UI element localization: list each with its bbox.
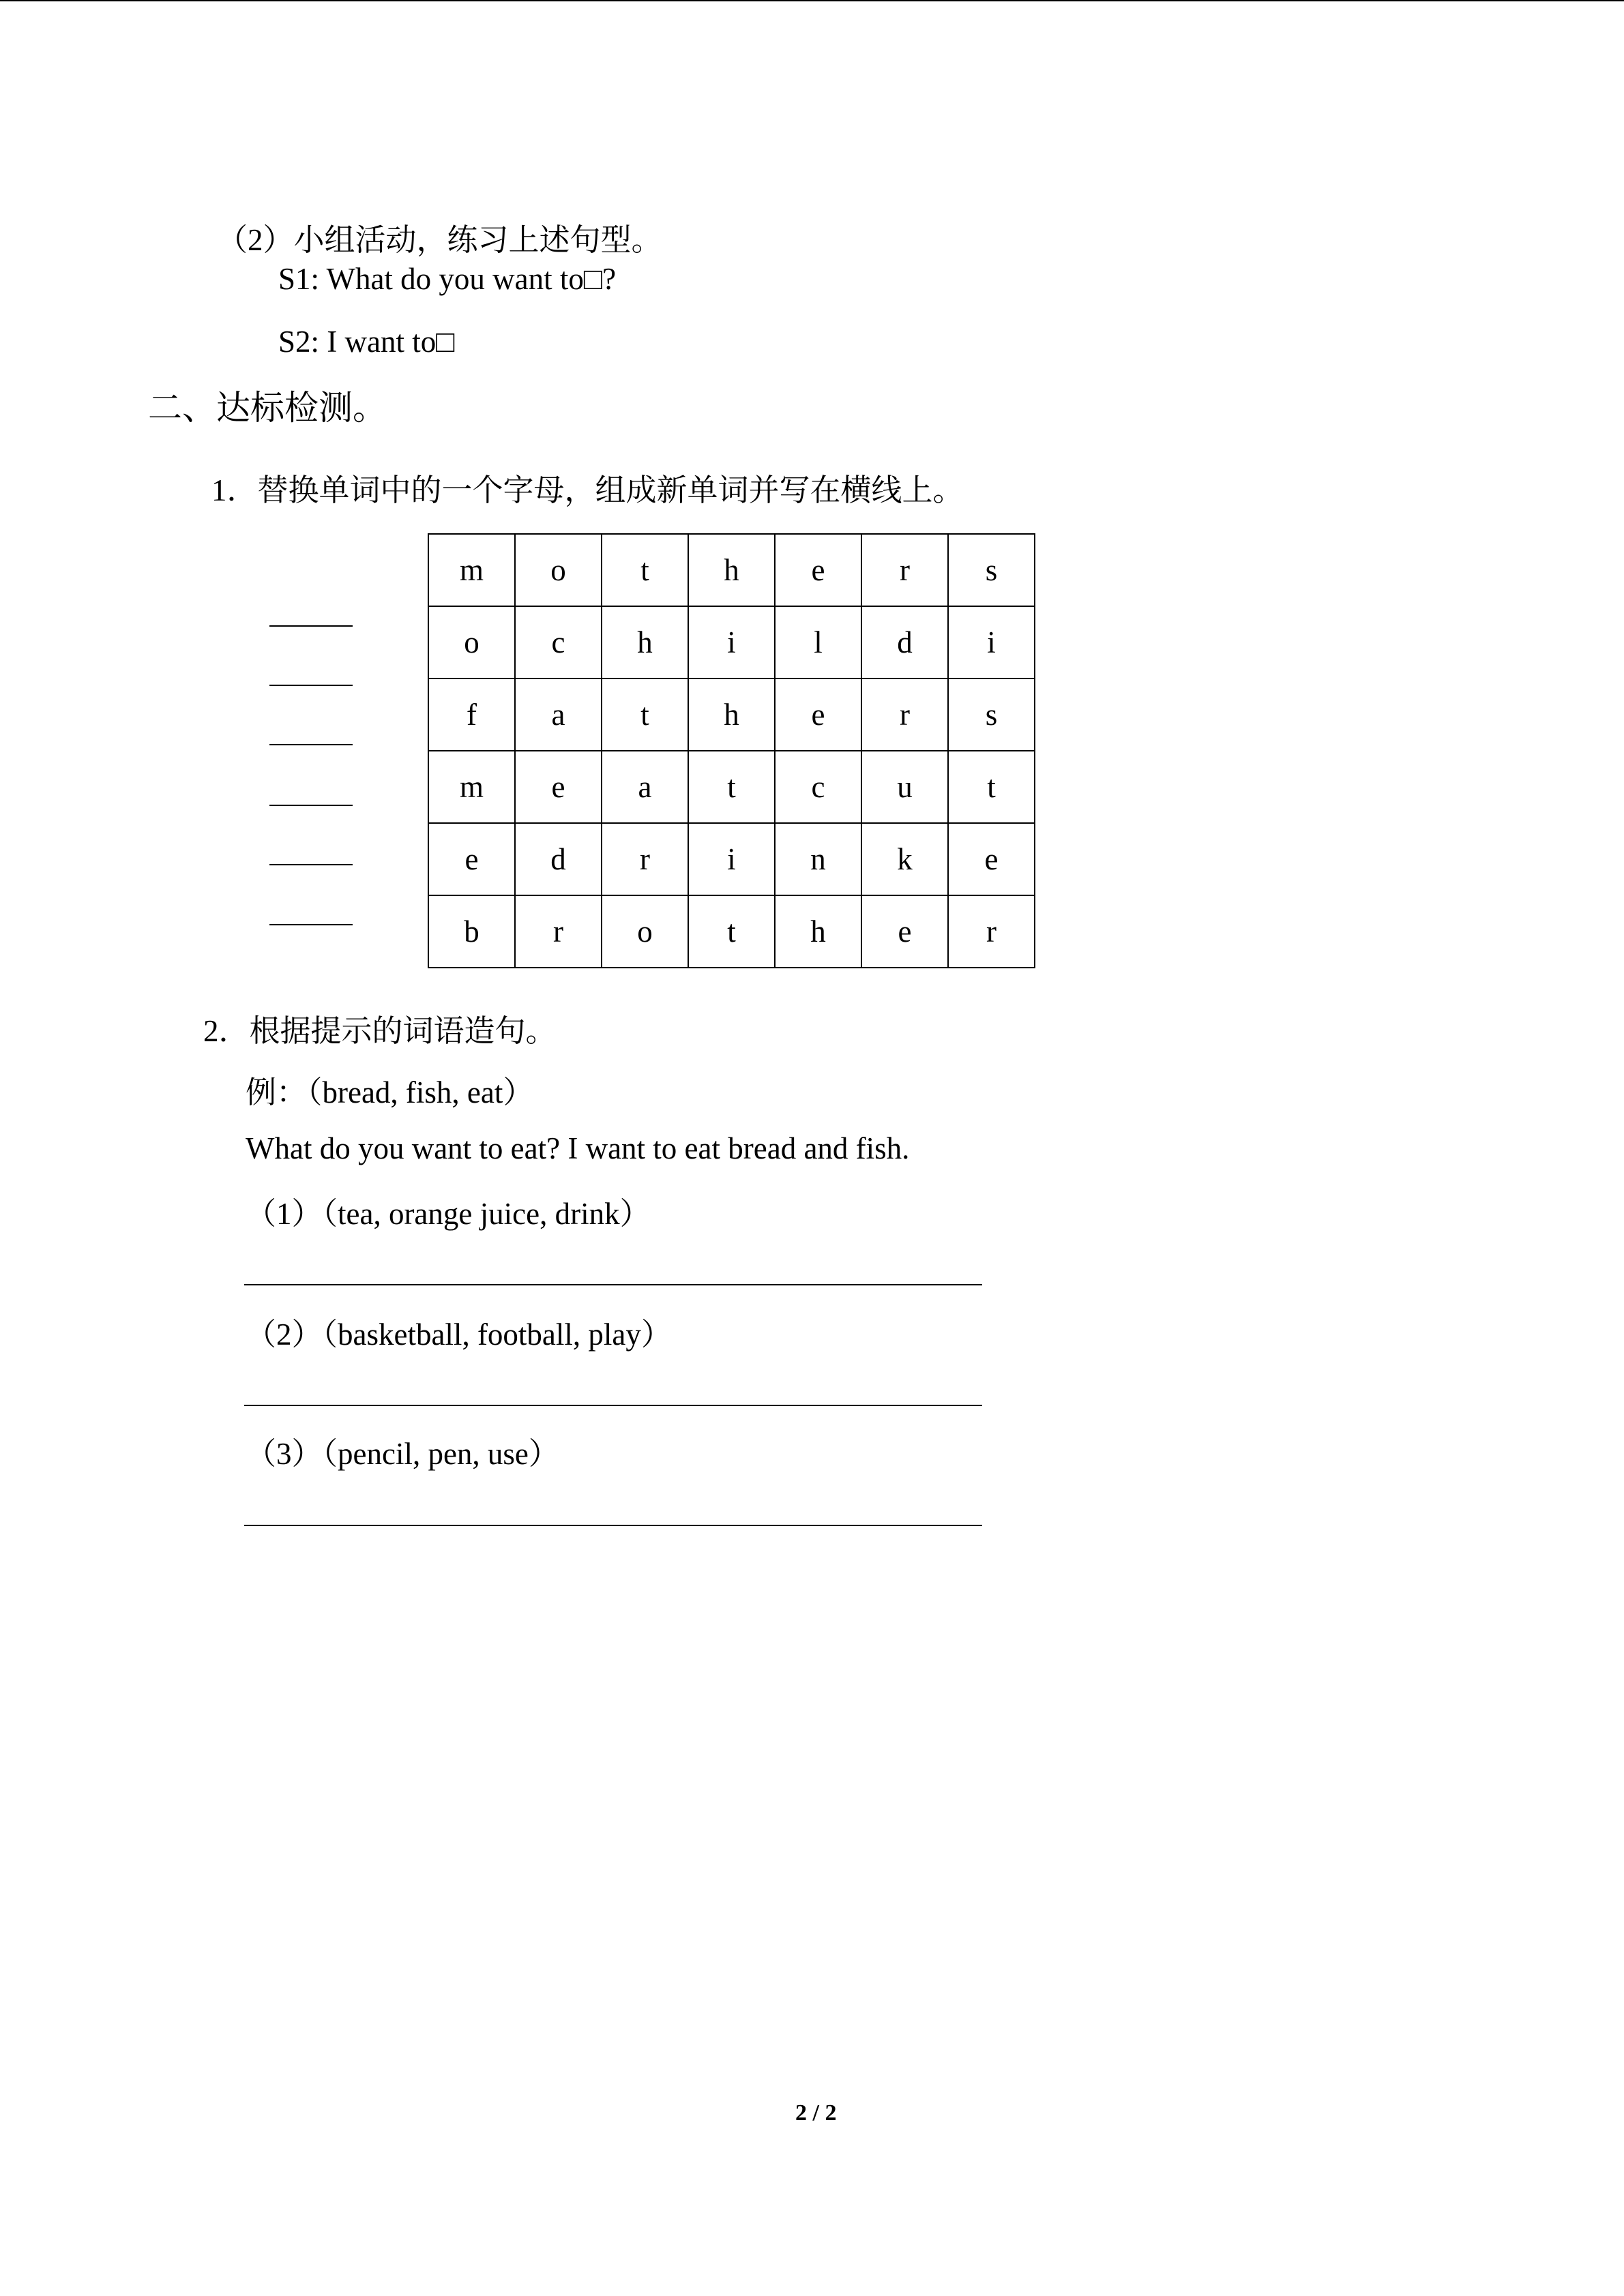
- dialogue-s2: S2: I want to□: [278, 325, 455, 359]
- grid-cell: i: [948, 606, 1035, 679]
- prompt-item-2: （2）（basketball, football, play）: [246, 1317, 672, 1352]
- grid-cell: t: [688, 751, 775, 823]
- answer-line-1[interactable]: [244, 1284, 982, 1285]
- grid-cell: h: [602, 606, 688, 679]
- grid-cell: r: [948, 895, 1035, 968]
- grid-cell: n: [775, 823, 861, 895]
- grid-row: [428, 679, 1035, 751]
- grid-cell: o: [515, 534, 602, 606]
- grid-cell: a: [515, 679, 602, 751]
- grid-cell: e: [428, 823, 515, 895]
- answer-blank-6[interactable]: [269, 924, 353, 925]
- grid-cell: r: [861, 534, 948, 606]
- grid-cell: s: [948, 679, 1035, 751]
- grid-row: [428, 895, 1035, 968]
- grid-row: [428, 823, 1035, 895]
- dialogue-s1: S1: What do you want to□?: [278, 262, 617, 296]
- grid-cell: i: [688, 823, 775, 895]
- grid-cell: c: [515, 606, 602, 679]
- grid-cell: r: [861, 679, 948, 751]
- activity-instruction: （2）小组活动，练习上述句型。: [217, 223, 662, 257]
- grid-cell: h: [688, 534, 775, 606]
- grid-cell: t: [602, 534, 688, 606]
- answer-blank-2[interactable]: [269, 685, 353, 686]
- grid-cell: o: [602, 895, 688, 968]
- prompt-item-3: （3）（pencil, pen, use）: [246, 1437, 559, 1471]
- grid-row: [428, 534, 1035, 606]
- section-heading: 二、达标检测。: [148, 389, 387, 427]
- page-number: 2 / 2: [795, 2100, 837, 2126]
- prompt-item-1: （1）（tea, orange juice, drink）: [246, 1197, 651, 1231]
- question-1-instruction: 1．替换单词中的一个字母，组成新单词并写在横线上。: [211, 473, 964, 507]
- grid-cell: e: [861, 895, 948, 968]
- answer-line-2[interactable]: [244, 1405, 982, 1406]
- grid-cell: e: [775, 679, 861, 751]
- grid-cell: r: [602, 823, 688, 895]
- grid-row: [428, 606, 1035, 679]
- grid-cell: t: [948, 751, 1035, 823]
- grid-cell: o: [428, 606, 515, 679]
- answer-blank-4[interactable]: [269, 805, 353, 806]
- grid-cell: e: [948, 823, 1035, 895]
- grid-cell: t: [602, 679, 688, 751]
- grid-cell: k: [861, 823, 948, 895]
- answer-line-3[interactable]: [244, 1525, 982, 1526]
- grid-cell: d: [515, 823, 602, 895]
- grid-cell: d: [861, 606, 948, 679]
- grid-cell: i: [688, 606, 775, 679]
- grid-cell: h: [688, 679, 775, 751]
- grid-cell: l: [775, 606, 861, 679]
- answer-blank-1[interactable]: [269, 625, 353, 627]
- grid-cell: m: [428, 751, 515, 823]
- top-border-line: [0, 0, 1624, 1]
- grid-cell: t: [688, 895, 775, 968]
- grid-row: [428, 751, 1035, 823]
- grid-cell: s: [948, 534, 1035, 606]
- grid-cell: h: [775, 895, 861, 968]
- example-answer: What do you want to eat? I want to eat bread and fish.: [246, 1131, 910, 1165]
- grid-cell: r: [515, 895, 602, 968]
- grid-cell: b: [428, 895, 515, 968]
- grid-cell: c: [775, 751, 861, 823]
- grid-cell: e: [515, 751, 602, 823]
- letter-grid: [428, 533, 1035, 968]
- grid-cell: m: [428, 534, 515, 606]
- grid-cell: f: [428, 679, 515, 751]
- answer-blank-5[interactable]: [269, 864, 353, 865]
- grid-cell: e: [775, 534, 861, 606]
- question-2-instruction: 2．根据提示的词语造句。: [203, 1014, 557, 1048]
- grid-cell: a: [602, 751, 688, 823]
- example-label: 例：（bread, fish, eat）: [246, 1075, 534, 1109]
- answer-blank-3[interactable]: [269, 744, 353, 745]
- grid-cell: u: [861, 751, 948, 823]
